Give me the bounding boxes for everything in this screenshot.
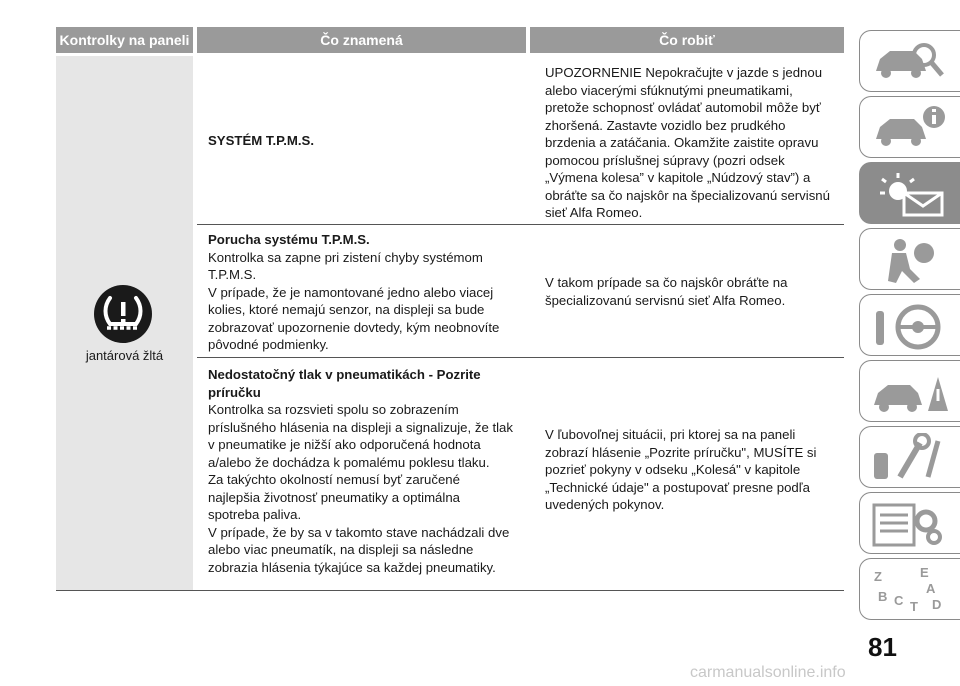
- svg-text:D: D: [932, 597, 942, 612]
- svg-text:T: T: [910, 599, 918, 614]
- text-line: najlepšia životnosť pneumatiky a optimálna: [208, 489, 460, 505]
- text-line: alebo viacerými sfúknutými pneumatikami,: [545, 82, 793, 98]
- text-line: uvedených pokynov.: [545, 497, 665, 512]
- text-line: kolies, ktoré nemajú senzor, na displeji sa bude: [208, 302, 485, 317]
- row-divider: [197, 357, 844, 358]
- text-line: Za takýchto okolností nemusí byť zaručené: [208, 472, 460, 487]
- svg-text:B: B: [878, 589, 888, 604]
- warning-light-message-icon: [870, 169, 950, 219]
- text-line: Kontrolka sa rozsvieti spolu so zobrazením: [208, 402, 459, 417]
- car-emergency-icon: [870, 367, 950, 417]
- text-line: UPOZORNENIE Nepokračujte v jazde s jednou: [545, 65, 823, 80]
- meaning-title: Nedostatočný tlak v pneumatikách - Pozrite: [208, 367, 481, 382]
- meaning-title: príručku: [208, 384, 261, 400]
- text-line: pôvodné podmienky.: [208, 337, 329, 352]
- tab-technical-data[interactable]: [859, 492, 960, 554]
- lamp-color-caption: jantárová žltá: [85, 348, 164, 363]
- text-line: a/alebo že dochádza k pomalému poklesu tlaku.: [208, 454, 490, 470]
- table-bottom-rule: [56, 590, 844, 591]
- text-line: „Výmena kolesa” v kapitole „Núdzový stav”) a: [545, 170, 811, 185]
- action-cell-2: [545, 274, 850, 309]
- tab-driving[interactable]: [859, 294, 960, 356]
- tab-safety[interactable]: [859, 228, 960, 290]
- car-info-icon: [870, 103, 950, 153]
- svg-text:A: A: [926, 581, 936, 596]
- page-number: 81: [868, 632, 897, 662]
- text-line: alebo viac pneumatík, na displeji sa následne: [208, 542, 474, 557]
- meaning-title: SYSTÉM T.P.M.S.: [208, 133, 315, 148]
- column-header-meaning: Čo znamená: [197, 27, 526, 53]
- svg-text:Z: Z: [874, 569, 882, 584]
- text-line: V prípade, že je namontované jedno alebo viacej: [208, 284, 494, 300]
- tab-index[interactable]: [859, 558, 960, 620]
- tab-emergency[interactable]: [859, 360, 960, 422]
- tab-warning-lights[interactable]: [859, 162, 960, 224]
- meaning-cell-2: [208, 231, 528, 354]
- wrench-maintenance-icon: [870, 433, 950, 483]
- technical-data-icon: [870, 499, 950, 549]
- airbag-safety-icon: [870, 235, 950, 285]
- text-line: zobrazí hlásenie „Pozrite príručku", MUSÍTE si: [545, 444, 817, 460]
- text-line: zhoršená. Zastavte vozidlo bez prudkého: [545, 117, 786, 133]
- text-line: T.P.M.S.: [208, 267, 257, 282]
- text-line: „Technické údaje" a postupovať presne podľa: [545, 479, 810, 495]
- text-line: pretože schopnosť ovládať automobil môže byť: [545, 100, 821, 115]
- lamp-cell: [56, 56, 193, 590]
- text-line: zobrazia hlásenia týkajúce sa každej pneumatiky.: [208, 559, 496, 575]
- column-header-lamps: Kontrolky na paneli: [56, 27, 193, 53]
- text-line: pozrieť pokyny v odseku „Kolesá" v kapitole: [545, 462, 801, 477]
- tpms-warning-icon: [93, 284, 153, 344]
- meaning-cell-3: [208, 366, 533, 576]
- tab-maintenance[interactable]: [859, 426, 960, 488]
- meaning-cell-1: [208, 132, 518, 150]
- text-line: V prípade, že by sa v takomto stave nachádzali dve: [208, 524, 510, 540]
- text-line: špecializovanú servisnú sieť Alfa Romeo.: [545, 292, 786, 308]
- action-cell-1: [545, 64, 850, 222]
- car-search-icon: [870, 37, 950, 87]
- text-line: pomocou príslušnej súpravy (pozri odsek: [545, 152, 785, 168]
- row-divider: [197, 224, 844, 225]
- text-line: V ľubovoľnej situácii, pri ktorej sa na paneli: [545, 427, 796, 442]
- text-line: zobrazovať upozornenie dovtedy, kým neobnovíte: [208, 319, 500, 335]
- svg-text:E: E: [920, 565, 929, 580]
- meaning-title: Porucha systému T.P.M.S.: [208, 232, 370, 247]
- text-line: v pneumatike je nižší ako odporučená hodnota: [208, 437, 481, 452]
- text-line: obráťte sa čo najskôr na špecializovanú servisnú: [545, 187, 830, 203]
- column-header-action: Čo robiť: [530, 27, 844, 53]
- steering-wheel-icon: [870, 301, 950, 351]
- tab-car-search[interactable]: [859, 30, 960, 92]
- alphabetical-index-icon: [870, 565, 950, 615]
- text-line: príslušného hlásenia na displeji a signalizuje, že tlak: [208, 419, 513, 435]
- tab-car-info[interactable]: [859, 96, 960, 158]
- text-line: sieť Alfa Romeo.: [545, 205, 643, 220]
- text-line: brzdenia a zatáčania. Okamžite zaistite opravu: [545, 135, 819, 150]
- text-line: spotreba paliva.: [208, 507, 302, 522]
- watermark: carmanualsonline.info: [690, 664, 846, 681]
- text-line: V takom prípade sa čo najskôr obráťte na: [545, 275, 788, 290]
- svg-text:C: C: [894, 593, 904, 608]
- text-line: Kontrolka sa zapne pri zistení chyby systémom: [208, 249, 483, 265]
- action-cell-3: [545, 426, 850, 514]
